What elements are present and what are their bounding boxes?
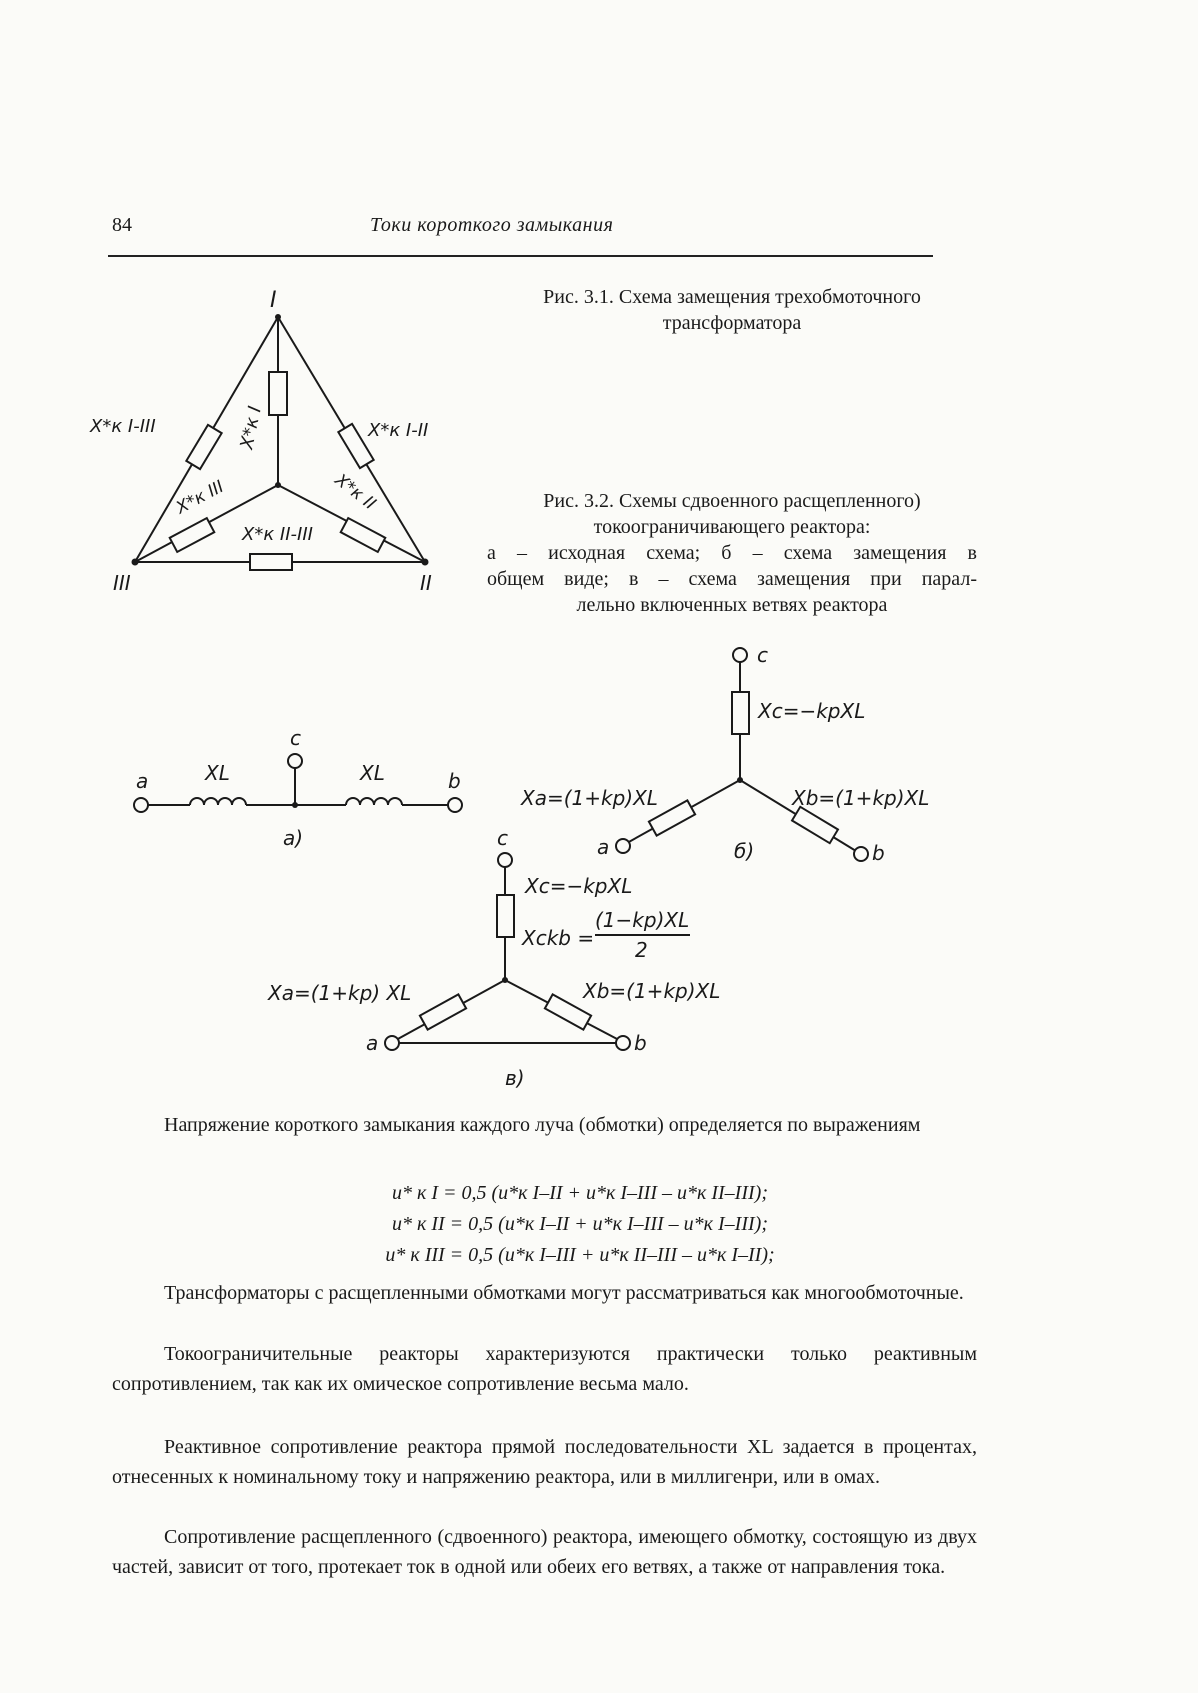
inductor-xl-left <box>190 798 246 805</box>
label-c: c <box>757 643 768 667</box>
terminal-b <box>854 847 868 861</box>
terminal-a <box>385 1036 399 1050</box>
resistor-xa <box>420 994 466 1029</box>
inductor-xl-right <box>346 798 402 805</box>
label-x-k-II: X*к II <box>330 470 380 515</box>
formula-block <box>300 1178 860 1271</box>
fig-3-2-caption-line: Рис. 3.2. Схемы сдвоенного расщепленного) <box>543 490 921 512</box>
formula: u* к III = 0,5 (u*к I–III + u*к II–III – u*к I–II); <box>385 1244 775 1266</box>
label-xa: Xa=(1+kp) XL <box>268 981 412 1005</box>
label-xb: Xb=(1+kp)XL <box>583 979 721 1003</box>
formula: u* к II = 0,5 (u*к I–II + u*к I–III – u*к I–III); <box>392 1213 768 1235</box>
terminal-c <box>733 648 747 662</box>
label-a: a <box>136 769 149 793</box>
figure-tag-b: б) <box>734 839 755 863</box>
paragraph: Трансформаторы с расщепленными обмотками могут рассматриваться как многообмоточные. <box>164 1282 964 1304</box>
fig-3-1-caption-line: трансформатора <box>662 312 802 334</box>
figure-tag-v: в) <box>505 1066 525 1090</box>
label-xa: Xa=(1+kp)XL <box>521 786 658 810</box>
label-x-k-III: X*к III <box>172 476 228 519</box>
label-x-k-II-III: X*к II-III <box>242 524 313 545</box>
fig-3-1-caption-line: Рис. 3.1. Схема замещения трехобмоточного <box>543 286 921 308</box>
resistor-xc <box>497 895 514 937</box>
label-b: b <box>448 769 461 793</box>
terminal-a <box>616 839 630 853</box>
terminal-c <box>498 853 512 867</box>
label-xc: Xc=−kpXL <box>525 874 633 898</box>
node-label-II: II <box>420 571 432 595</box>
page-number: 84 <box>112 214 132 236</box>
figure-tag-a: a) <box>283 826 304 850</box>
fig-3-2-caption-line: общем виде; в – схема замещения при парал- <box>487 568 977 590</box>
label-xl-left: XL <box>205 761 230 785</box>
terminal-b <box>616 1036 630 1050</box>
label-a: a <box>366 1031 379 1055</box>
label-b: b <box>634 1031 647 1055</box>
label-x-k-I-II: X*к I-II <box>368 420 429 441</box>
label-xb: Xb=(1+kp)XL <box>792 786 930 810</box>
resistor-x-k-I-III <box>186 425 221 469</box>
resistor-x-k-I <box>269 372 287 415</box>
node-label-III: III <box>113 571 131 595</box>
fig-3-2-caption-line: лельно включенных ветвях реактора <box>576 594 888 616</box>
label-x-k-I-III: X*к I-III <box>90 416 156 437</box>
terminal-c <box>288 754 302 768</box>
fig-3-2-caption-line: а – исходная схема; б – схема замещения в <box>487 542 977 564</box>
formula: u* к I = 0,5 (u*к I–II + u*к I–III – u*к II–III); <box>392 1182 768 1204</box>
paragraph: Токоограничительные реакторы характеризуются практически только реактивным сопротивлением, так как их омическое сопротивление весьма мало. <box>112 1343 977 1395</box>
resistor-x-k-II-III <box>250 554 292 570</box>
terminal-a <box>134 798 148 812</box>
label-c: c <box>290 726 301 750</box>
label-xckb-numerator: (1−kp)XL <box>595 908 690 932</box>
paragraph: Реактивное сопротивление реактора прямой последовательности XL задается в процентах, отнесенных к номинальному току и напряжению реактора, или в миллигенри, или в омах. <box>112 1436 977 1488</box>
label-b: b <box>872 841 885 865</box>
paragraph: Сопротивление расщепленного (сдвоенного) реактора, имеющего обмотку, состоящую из двух частей, зависит от того, протекает ток в одной или обеих его ветвях, а также от направления тока. <box>112 1526 977 1578</box>
running-title: Токи короткого замыкания <box>370 214 614 236</box>
label-xckb-denominator: 2 <box>635 938 648 962</box>
label-xckb: Xckb = <box>522 926 595 950</box>
label-c: c <box>497 826 508 850</box>
label-xl-right: XL <box>360 761 385 785</box>
label-a: a <box>597 835 610 859</box>
label-xc: Xc=−kpXL <box>758 699 866 723</box>
fig-3-2b-diagram <box>616 648 868 861</box>
resistor-xc <box>732 692 749 734</box>
resistor-x-k-II <box>341 518 386 552</box>
resistor-x-k-III <box>170 518 215 552</box>
fig-3-2-caption-line: токоограничивающего реактора: <box>593 516 871 538</box>
node-label-I: I <box>270 288 277 313</box>
label-x-k-I: X*к I <box>236 404 266 452</box>
terminal-b <box>448 798 462 812</box>
resistor-xb <box>792 807 838 843</box>
paragraph: Напряжение короткого замыкания каждого луча (обмотки) определяется по выражениям <box>164 1114 921 1136</box>
fig-3-2a-diagram <box>134 754 462 812</box>
